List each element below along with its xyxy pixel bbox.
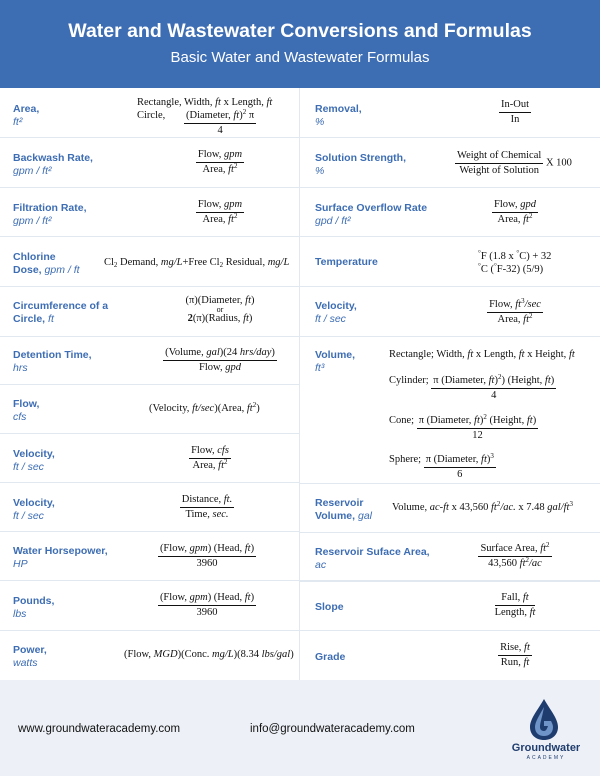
formula-expression: (Velocity, ft/sec)(Area, $ft^2$) xyxy=(149,401,260,414)
formula-backwash-rate xyxy=(0,138,300,188)
formula-expression: Circle, $\frac{(Diameter, ft)^2 \pi}{4}$ xyxy=(137,108,255,136)
formula-velocity-flow xyxy=(0,434,300,483)
page-footer xyxy=(0,680,600,776)
formula-detention-time xyxy=(0,337,300,385)
website-link[interactable]: www.groundwateracademy.com xyxy=(18,723,181,735)
formula-expression: $\frac{\text{(Flow, gpm) (Head, ft)}}{3960}$ xyxy=(159,543,255,569)
page-title: Water and Wastewater Conversions and Formulas xyxy=(68,20,532,42)
formula-expression: $\frac{\text{Flow, gpm}}{Area, ft^2}$ xyxy=(197,199,243,225)
formula-expression: $\frac{\text{Distance, ft.}}{\text{Time, sec.}}$ xyxy=(181,494,233,520)
formula-label: Flow, cfs xyxy=(13,398,40,423)
formula-temperature xyxy=(300,237,600,287)
formula-expression: Rectangle, Width, ft x Length, ft xyxy=(137,97,273,108)
formula-velocity xyxy=(300,287,600,337)
formula-expression: $\frac{\text{Rise, ft}}{\text{Run, ft}}$ xyxy=(500,642,530,668)
formula-chlorine-dose xyxy=(0,237,300,287)
page-header xyxy=(0,0,600,88)
formula-slope xyxy=(300,582,600,631)
formula-label: Circumference of a Circle, ft xyxy=(13,300,109,325)
water-drop-logo-icon xyxy=(524,697,564,741)
logo-subtitle: ACADEMY xyxy=(526,755,566,761)
formula-expression: $\frac{Surface Area, ft^2}{43,560 ft^2/ac}$ xyxy=(480,541,550,569)
formula-solution-strength xyxy=(300,138,600,188)
formula-label: Slope xyxy=(315,601,344,613)
formula-expression: 2(π)(Radius, ft) xyxy=(187,313,253,324)
formula-label: Water Horsepower, HP xyxy=(13,545,108,570)
formula-expression: $\frac{\text{In-Out}}{In}$ xyxy=(501,99,529,125)
formula-expression: Rectangle; Width, ft x Length, ft x Height, ft xyxy=(389,349,575,360)
formula-expression: $\frac{\text{(Volume, gal)(24 hrs/day)}}{\text{Flow, gpd}}$ xyxy=(165,347,275,373)
formula-pounds xyxy=(0,581,300,631)
formula-removal xyxy=(300,88,600,138)
formula-label: Surface Overflow Rate gpd / ft² xyxy=(315,202,428,227)
formula-label: Velocity, ft / sec xyxy=(13,448,55,473)
formula-expression: $\frac{\text{(Flow, gpm) (Head, ft)}}{3960}$ xyxy=(159,592,255,618)
formula-or: or xyxy=(216,305,224,314)
formula-expression: $\frac{\text{Flow, cfs}}{Area, ft^2}$ xyxy=(191,445,229,471)
formula-label: Velocity, ft / sec xyxy=(13,497,55,522)
formula-filtration-rate xyxy=(0,188,300,237)
formula-label: Chlorine Dose, gpm / ft xyxy=(13,251,80,276)
formula-expression: (π)(Diameter, ft) xyxy=(185,295,255,306)
formula-expression: $Cl_2$ Demand, mg/L+Free $Cl_2$ Residual, mg/L xyxy=(104,257,290,269)
formula-expression: °C (°F-32) (5/9) xyxy=(478,262,544,275)
formula-expression: $\frac{\text{Flow, gpd}}{Area, ft^2}$ xyxy=(494,199,536,225)
email-link[interactable]: info@groundwateracademy.com xyxy=(250,723,415,735)
formula-circumference xyxy=(0,287,300,337)
formula-label: Detention Time, hrs xyxy=(13,349,92,374)
formula-expression: Volume, ac-ft x 43,560 $ft^2/ac$. x 7.48 gal/$ft^3$ xyxy=(392,500,573,513)
formula-power xyxy=(0,631,300,680)
formula-flow xyxy=(0,385,300,434)
formula-label: Removal, % xyxy=(315,103,362,128)
formula-velocity-distance xyxy=(0,483,300,532)
page-subtitle: Basic Water and Wastewater Formulas xyxy=(170,49,430,66)
formula-expression: $\frac{\text{Weight of Chemical}}{\text{Weight of Solution}}$ X 100 xyxy=(457,150,572,176)
formula-label: Velocity, ft / sec xyxy=(315,300,357,325)
formula-label: Reservoir Suface Area, ac xyxy=(315,546,430,571)
formula-expression: Sphere; $\frac{\pi (Diameter, ft)^3}{6}$ xyxy=(389,452,494,480)
formula-reservoir-surface-area xyxy=(300,532,600,582)
formula-grade xyxy=(300,631,600,680)
formula-expression: $\frac{\text{Fall, ft}}{\text{Length, ft}}$ xyxy=(494,592,536,618)
formula-reservoir-volume xyxy=(300,483,600,532)
formula-water-horsepower xyxy=(0,532,300,581)
formula-label: Reservoir Volume, gal xyxy=(315,497,372,522)
formula-expression: °F (1.8 x °C) + 32 xyxy=(478,249,552,262)
formula-label: Temperature xyxy=(315,256,378,268)
logo-name: Groundwater xyxy=(511,742,581,754)
formula-expression: (Flow, MGD)(Conc. mg/L)(8.34 lbs/gal) xyxy=(124,649,294,660)
formula-surface-overflow-rate xyxy=(300,188,600,237)
formula-expression: $\frac{Flow, ft^3/\sec}{Area, ft^2}$ xyxy=(489,297,541,325)
formula-label: Backwash Rate, gpm / ft² xyxy=(13,152,93,177)
formula-label: Pounds, lbs xyxy=(13,595,55,620)
formula-label: Volume, ft³ xyxy=(315,349,356,374)
formula-label: Area, ft² xyxy=(13,103,40,128)
formula-label: Power, watts xyxy=(13,644,47,669)
formula-expression: Cone; $\frac{\pi (Diameter, ft)^2 (Height, ft)}{12}$ xyxy=(389,413,537,441)
formula-label: Grade xyxy=(315,651,346,663)
formula-expression: Cylinder; $\frac{\pi (Diameter, ft)^2) (Height, ft)}{4}$ xyxy=(389,373,555,401)
formula-area xyxy=(0,88,300,138)
formula-label: Solution Strength, % xyxy=(315,152,406,177)
formula-label: Filtration Rate, gpm / ft² xyxy=(13,202,87,227)
formula-expression: $\frac{\text{Flow, gpm}}{Area, ft^2}$ xyxy=(197,149,243,175)
